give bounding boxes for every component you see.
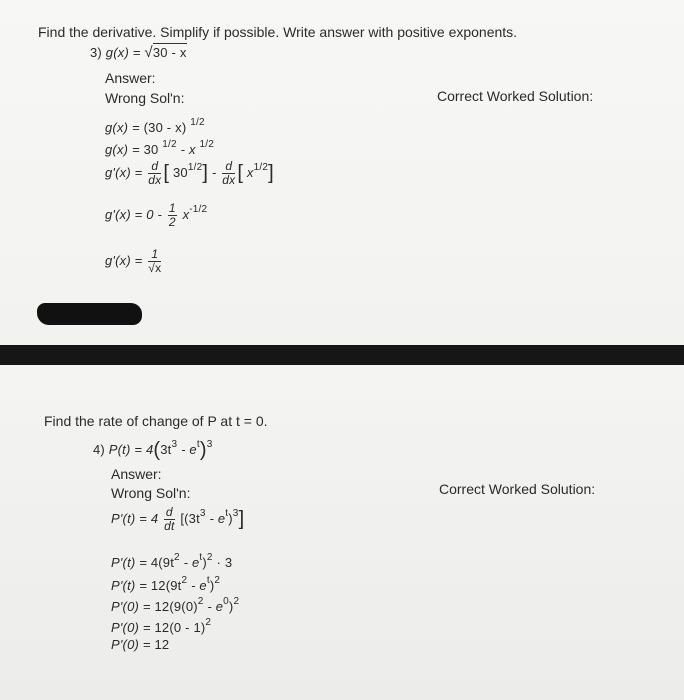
step-5: P'(0) = 12(0 - 1)$^2$: [111, 617, 212, 635]
correct-solution-label: Correct Worked Solution:: [437, 88, 594, 104]
wrong-solution-label: Wrong Sol'n:: [105, 90, 185, 106]
correct-solution-label: Correct Worked Solution:: [439, 481, 596, 497]
redaction-mark: [37, 303, 142, 325]
page-divider: [0, 345, 684, 365]
problem-3-panel: [0, 0, 684, 345]
step-1: P'(t) = 4 $\frac{d}{dt}$ $[(3t^3 - e^t)^3]$: [111, 505, 245, 533]
step-2: $P'(t) = 4(9t^2 - e^t)^2 \cdot 3$: [111, 552, 233, 570]
problem-3-instruction: Find the derivative. Simplify if possible. Write answer with positive exponents.: [38, 24, 518, 40]
step-6: P'(0) = 12: [111, 637, 170, 652]
step-4: g'(x) = 0 - $\frac{1}{2}$ $x^{-1/2}$: [105, 201, 208, 229]
step-1: g(x) = (30 - x) $^{1/2}$: [105, 117, 205, 135]
problem-4-function: 4) $P(t) = 4(3t^3 - e^t)^3$: [93, 439, 213, 461]
problem-4-panel: [0, 365, 684, 700]
answer-label: Answer:: [111, 466, 162, 482]
step-2: g(x) = 30 $^{1/2}$ - x $^{1/2}$: [105, 139, 214, 157]
step-3: g'(x) = $\frac{d}{dx}$ [ $30^{1/2}$] - $\frac{d}{dx}$ [ $x^{1/2}$]: [105, 159, 274, 187]
step-3: $P'(t) = 12(9t^2 - e^t)^2$: [111, 575, 221, 593]
problem-3-function: 3) g(x) = √30 - x: [90, 44, 187, 61]
answer-label: Answer:: [105, 70, 156, 86]
step-4: $P'(0) = 12(9(0)^2 - e^0)^2$: [111, 596, 240, 614]
problem-4-instruction: Find the rate of change of P at t = 0.: [44, 413, 268, 429]
wrong-solution-label: Wrong Sol'n:: [111, 485, 191, 501]
step-5: g'(x) = $\frac{1}{√x}$: [105, 247, 162, 275]
